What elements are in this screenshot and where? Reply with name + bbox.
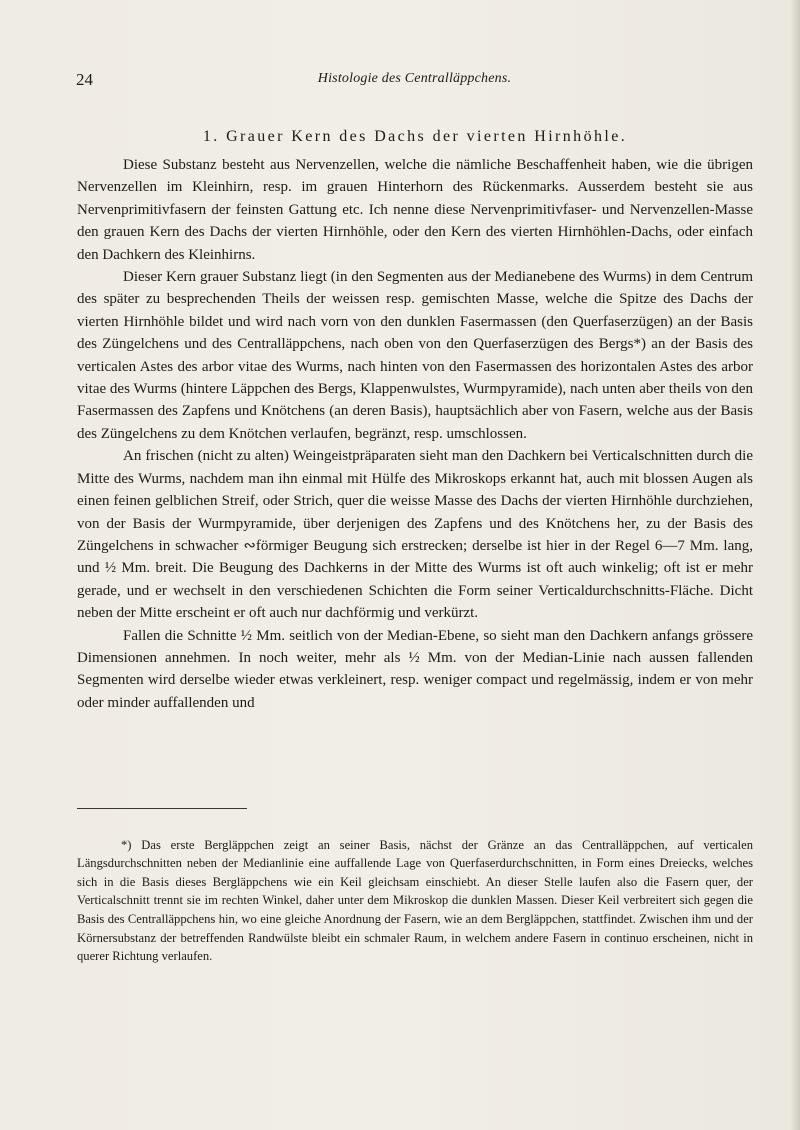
page-header xyxy=(76,70,753,92)
section-heading: 1. Grauer Kern des Dachs der vierten Hirnhöhle. xyxy=(202,128,628,145)
paragraph: Diese Substanz besteht aus Nervenzellen, welche die nämliche Beschaffenheit haben, wie die übrigen Nervenzellen im Kleinhirn, resp. im grauen Hinterhorn des Rückenmarks. Ausserdem besteht sie aus Nervenprimitivfasern der feinsten Gattung etc. Ich nenne diese Nervenprimitivfaser- und Nervenzellen-Masse den grauen Kern des Dachs der vierten Hirnhöhle, oder den Kern des vierten Hirnhöhlen-Dachs, oder einfach den Dachkern des Kleinhirns. xyxy=(77,157,753,263)
footnote: *) Das erste Bergläppchen zeigt an seiner Basis, nächst der Gränze an das Centralläppchen, auf verticalen Längsdurchschnitten neben der Medianlinie eine auffallende Lage von Querfaserdurchschnitten, in Form eines Dreiecks, welches sich in die Basis dieses Bergläppchens wie ein Keil gleichsam einschiebt. An dieser Stelle laufen also die Fasern quer, der Verticalschnitt trennt sie im rechten Winkel, daher unter dem Mikroskop die dunklen Massen. Dieser Keil verbreitert sich gegen die Basis des Centralläppchens hin, wo eine gleiche Anordnung der Fasern, wie an dem Bergläppchen, stattfindet. Zwischen ihm und der Körnersubstanz der betreffenden Randwülste bleibt ein schmaler Raum, in welchem andere Fasern in continuo erscheinen, nicht in querer Richtung verlaufen. xyxy=(77,837,753,964)
page-number: 24 xyxy=(76,70,93,89)
page-edge-shadow xyxy=(790,0,800,1130)
paragraph: Fallen die Schnitte ½ Mm. seitlich von der Median-Ebene, so sieht man den Dachkern anfangs grössere Dimensionen annehmen. In noch weiter, mehr als ½ Mm. von der Median-Linie nach aussen fallenden Segmenten wird derselbe wieder etwas verkleinert, resp. weniger compact und regelmässig, indem er von mehr oder minder auffallenden und xyxy=(77,627,753,711)
paragraph: Dieser Kern grauer Substanz liegt (in den Segmenten aus der Medianebene des Wurms) in dem Centrum des später zu besprechenden Theils der weissen resp. gemischten Masse, welche die Spitze des Dachs der vierten Hirnhöhle bildet und wird nach vorn von den dunklen Fasermassen (den Querfaserzügen) an der Basis des Züngelchens und des Centralläppchens, nach oben von den Querfaserzügen des Bergs*) an der Basis des verticalen Astes des arbor vitae des Wurms, nach hinten von den Fasermassen des horizontalen Astes des arbor vitae des Wurms (hintere Läppchen des Bergs, Klappenwulstes, Wurmpyramide), nach unten aber theils von den Fasermassen des Zapfens und Knötchens (an deren Basis), hauptsächlich aber von Fasern, welche aus der Basis des Züngelchens zu dem Knötchen verlaufen, begränzt, resp. umschlossen. xyxy=(77,269,753,442)
running-title: Histologie des Centralläppchens. xyxy=(317,71,512,86)
footnote-divider xyxy=(77,808,247,809)
main-content xyxy=(77,126,753,714)
paragraph: An frischen (nicht zu alten) Weingeistpräparaten sieht man den Dachkern bei Verticalschnitten durch die Mitte des Wurms, nachdem man ihn einmal mit Hülfe des Mikroskops erkannt hat, auch mit blossen Augen als einen feinen gelblichen Streif, oder Strich, quer die weisse Masse des Dachs der vierten Hirnhöhle durchziehen, von der Basis der Wurmpyramide, über derjenigen des Zapfens und des Knötchens her, zu der Basis des Züngelchens in schwacher ∾förmiger Beugung sich erstrecken; derselbe ist hier in der Regel 6—7 Mm. lang, und ½ Mm. breit. Die Beugung des Dachkerns in der Mitte des Wurms ist oft auch winkelig; oft ist er mehr gerade, und er wechselt in den verschiedenen Schichten die Form seiner Verticaldurchschnitts-Fläche. Dicht neben der Mitte erscheint er oft auch nur dachförmig und verkürzt. xyxy=(77,448,753,622)
body-text xyxy=(77,154,753,714)
